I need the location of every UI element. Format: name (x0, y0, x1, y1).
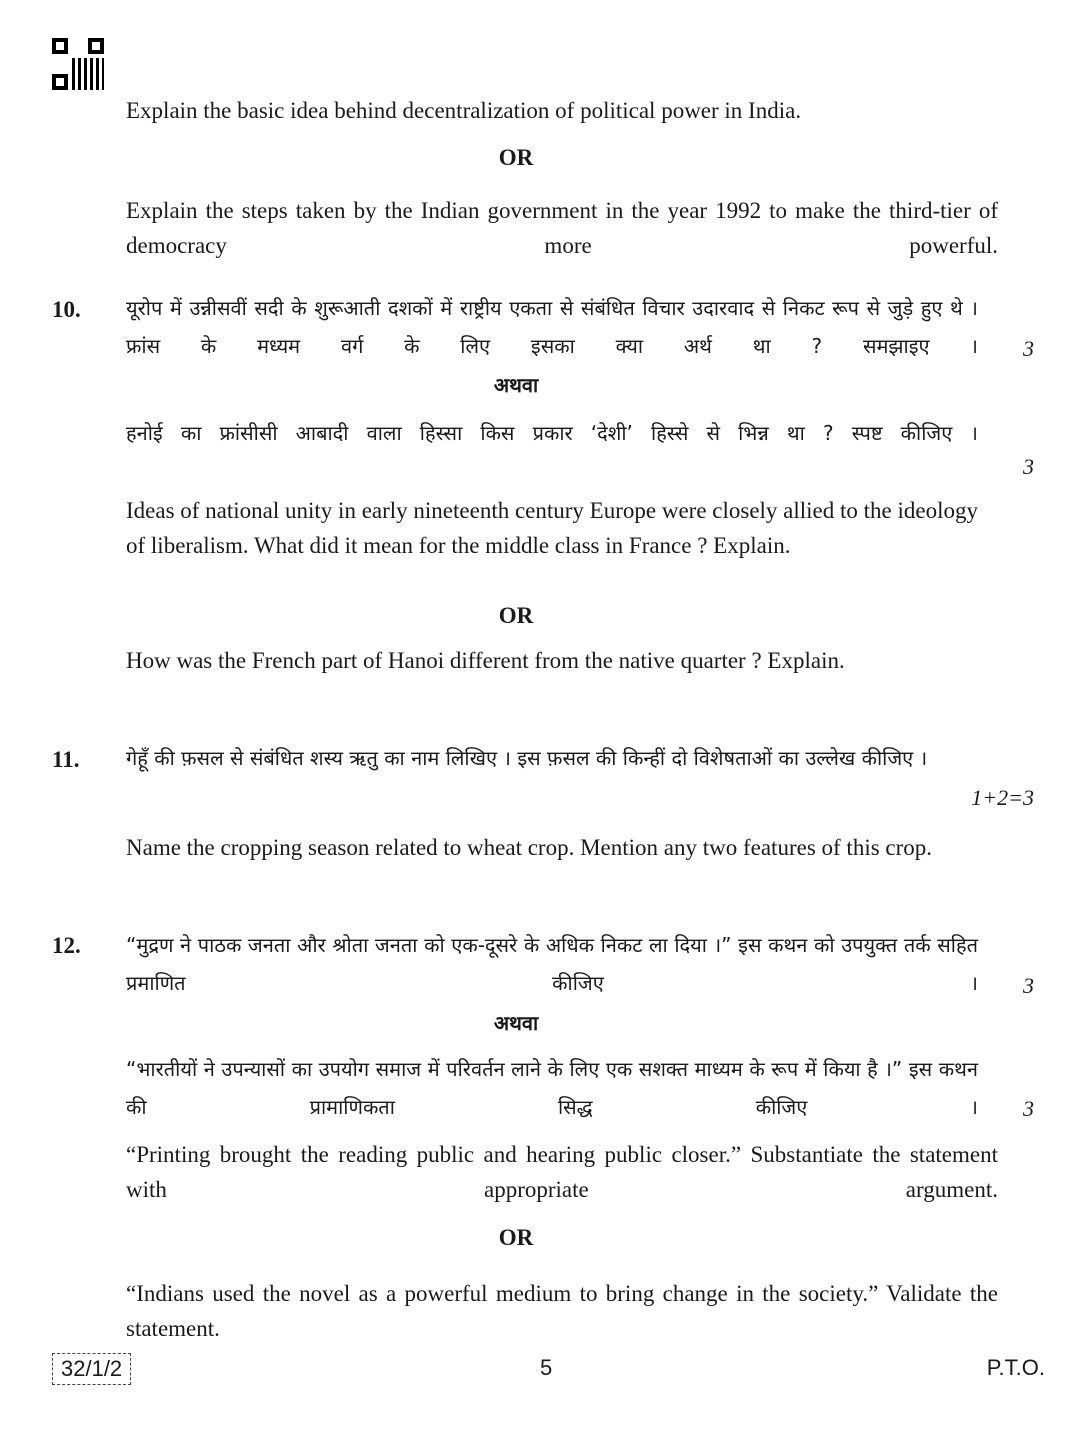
qr-code (52, 38, 104, 90)
q10-english-text: Ideas of national unity in early nineteenth century Europe were closely allied to the ideology of liberalism. What did it mean for the middle class in France ? Explain. (126, 498, 978, 558)
q12-athva-label: अथवा (493, 1011, 539, 1035)
q12-hindi-text: “मुद्रण ने पाठक जनता और श्रोता जनता को एक-दूसरे के अधिक निकट ला दिया ।” इस कथन को उपयुक्त तर्क सहित प्रमाणित कीजिए । (126, 933, 978, 995)
q10-number: 10. (52, 297, 81, 322)
q10-marks: 3 (1023, 336, 1034, 361)
q10-english-alt-text: How was the French part of Hanoi different from the native quarter ? Explain. (126, 648, 845, 673)
q11-hindi-text: गेहूँ की फ़सल से संबंधित शस्य ऋतु का नाम लिखिए । इस फ़सल की किन्हीं दो विशेषताओं का उल्लेख कीजिए । (126, 746, 928, 770)
q12-hindi-alt-text: “भारतीयों ने उपन्यासों का उपयोग समाज में परिवर्तन लाने के लिए एक सशक्त माध्यम के रूप में किया है ।” इस कथन की प्रामाणिकता सिद्ध कीजिए । (126, 1057, 978, 1119)
pto-label: P.T.O. (986, 1355, 1045, 1380)
q10-hindi-alt-text: हनोई का फ्रांसीसी आबादी वाला हिस्सा किस प्रकार ‘देशी’ हिस्से से भिन्न था ? स्पष्ट कीजिए । (126, 421, 978, 445)
q12-marks-alt: 3 (1023, 1096, 1034, 1121)
q10-or-label: OR (498, 603, 534, 628)
q11-english-text: Name the cropping season related to wheat crop. Mention any two features of this crop. (126, 835, 933, 860)
paper-code: 32/1/2 (52, 1353, 131, 1385)
q11-marks: 1+2=3 (971, 785, 1034, 810)
page-number: 5 (540, 1355, 553, 1380)
q10-hindi-text: यूरोप में उन्नीसवीं सदी के शुरूआती दशकों में राष्ट्रीय एकता से संबंधित विचार उदारवाद से निकट रूप से जुड़े हुए थे । फ्रांस के मध्यम वर्ग के लिए इसका क्या अर्थ था ? समझाइए । (126, 296, 978, 358)
q12-number: 12. (52, 933, 81, 958)
q10-marks-alt: 3 (1023, 454, 1034, 479)
q9-english-alt-text: Explain the steps taken by the Indian government in the year 1992 to make the third-tier of democracy more powerful. (126, 198, 998, 258)
q9-or-label: OR (498, 145, 534, 170)
q12-marks: 3 (1023, 973, 1034, 998)
q12-english-alt-text: “Indians used the novel as a powerful medium to bring change in the society.” Validate the statement. (126, 1281, 998, 1341)
q9-english-text: Explain the basic idea behind decentralization of political power in India. (126, 98, 802, 123)
q12-or-label: OR (498, 1225, 534, 1250)
q10-athva-label: अथवा (493, 373, 539, 397)
q11-number: 11. (52, 747, 80, 772)
q12-english-text: “Printing brought the reading public and hearing public closer.” Substantiate the statement with appropriate argument. (126, 1142, 998, 1202)
